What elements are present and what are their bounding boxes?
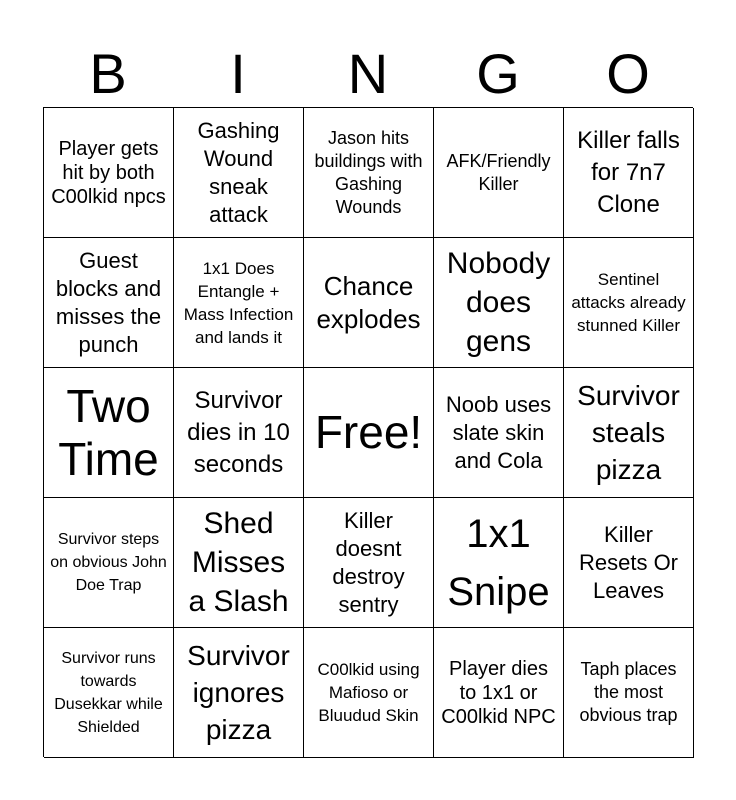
- free-space[interactable]: Free!: [304, 368, 434, 498]
- header-letter-g: G: [476, 42, 520, 105]
- bingo-cell[interactable]: Guest blocks and misses the punch: [44, 238, 174, 368]
- bingo-cell[interactable]: AFK/Friendly Killer: [434, 108, 564, 238]
- bingo-cell[interactable]: Survivor dies in 10 seconds: [174, 368, 304, 498]
- bingo-cell[interactable]: Two Time: [44, 368, 174, 498]
- bingo-cell[interactable]: Sentinel attacks already stunned Killer: [564, 238, 694, 368]
- bingo-cell[interactable]: Player dies to 1x1 or C00lkid NPC: [434, 628, 564, 758]
- bingo-cell[interactable]: Survivor ignores pizza: [174, 628, 304, 758]
- bingo-cell[interactable]: Noob uses slate skin and Cola: [434, 368, 564, 498]
- bingo-header: [43, 40, 693, 108]
- bingo-cell[interactable]: Killer Resets Or Leaves: [564, 498, 694, 628]
- bingo-cell[interactable]: Survivor steals pizza: [564, 368, 694, 498]
- bingo-cell[interactable]: Killer falls for 7n7 Clone: [564, 108, 694, 238]
- bingo-cell[interactable]: Jason hits buildings with Gashing Wounds: [304, 108, 434, 238]
- bingo-cell[interactable]: Chance explodes: [304, 238, 434, 368]
- bingo-cell[interactable]: C00lkid using Mafioso or Bluudud Skin: [304, 628, 434, 758]
- bingo-cell[interactable]: Gashing Wound sneak attack: [174, 108, 304, 238]
- header-letter-o: O: [606, 42, 650, 105]
- header-letter-b: B: [89, 42, 127, 105]
- header-letter-n: N: [347, 42, 389, 105]
- header-letter-i: I: [230, 42, 246, 105]
- bingo-board: [43, 107, 693, 757]
- bingo-cell[interactable]: Player gets hit by both C00lkid npcs: [44, 108, 174, 238]
- bingo-cell[interactable]: Shed Misses a Slash: [174, 498, 304, 628]
- bingo-cell[interactable]: Survivor runs towards Dusekkar while Shielded: [44, 628, 174, 758]
- bingo-cell[interactable]: 1x1 Does Entangle + Mass Infection and lands it: [174, 238, 304, 368]
- bingo-cell[interactable]: Nobody does gens: [434, 238, 564, 368]
- bingo-cell[interactable]: 1x1 Snipe: [434, 498, 564, 628]
- bingo-cell[interactable]: Survivor steps on obvious John Doe Trap: [44, 498, 174, 628]
- bingo-cell[interactable]: Taph places the most obvious trap: [564, 628, 694, 758]
- bingo-cell[interactable]: Killer doesnt destroy sentry: [304, 498, 434, 628]
